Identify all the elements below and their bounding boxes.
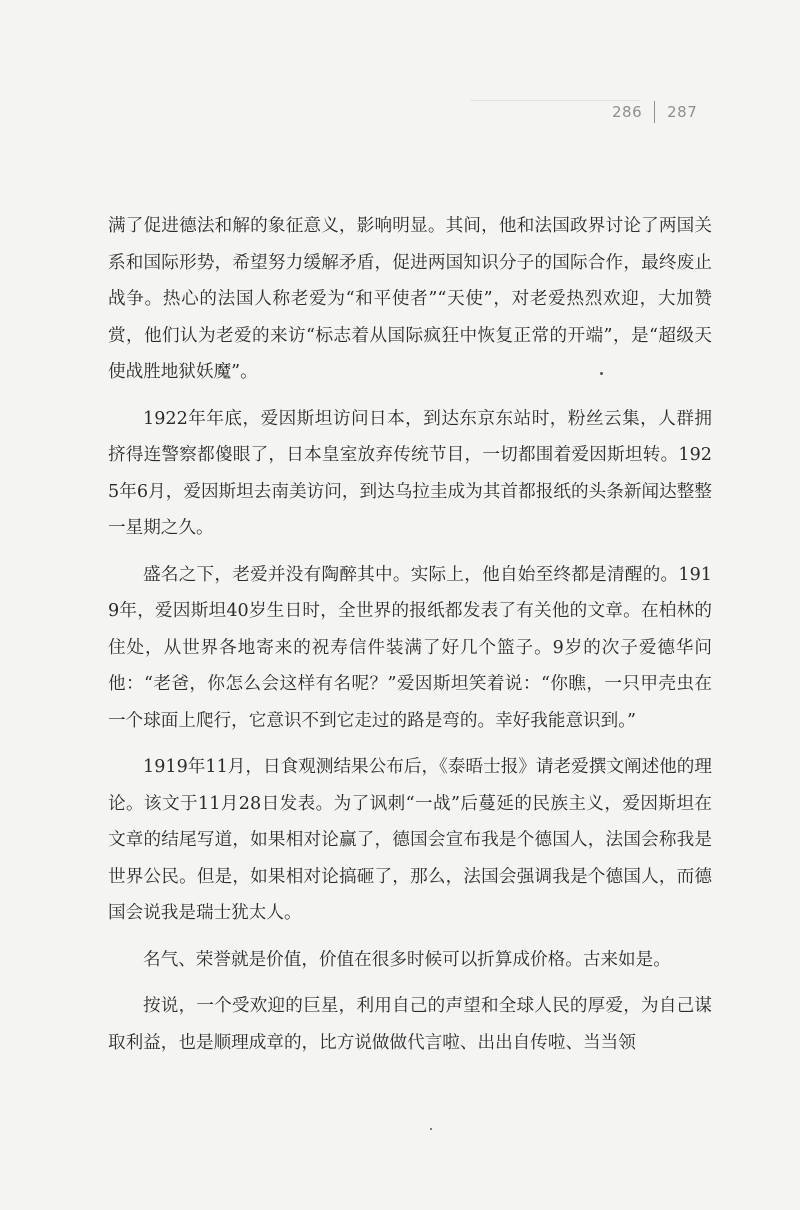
page-number-divider	[654, 101, 655, 123]
page-number-left: 286	[612, 103, 643, 121]
page-numbers	[612, 100, 697, 124]
scan-speck	[430, 1128, 432, 1130]
paragraph-continued: 满了促进德法和解的象征意义，影响明显。其间，他和法国政界讨论了两国关系和国际形势，希望努力缓解矛盾，促进两国知识分子的国际合作，最终废止战争。热心的法国人称老爱为“和平使者”“天使”，对老爱热烈欢迎，大加赞赏，他们认为老爱的来访“标志着从国际疯狂中恢复正常的开端”，是“超级天使战胜地狱妖魔”。	[108, 216, 712, 382]
page-number-right: 287	[667, 103, 698, 121]
paragraph-superstar: 按说，一个受欢迎的巨星，利用自己的声望和全球人民的厚爱，为自己谋取利益，也是顺理成章的，比方说做做代言啦、出出自传啦、当当领	[108, 996, 712, 1053]
paragraph-fame-value: 名气、荣誉就是价值，价值在很多时候可以折算成价格。古来如是。	[143, 949, 671, 970]
paragraph-japan-visit: 1922年年底，爱因斯坦访问日本，到达东京东站时，粉丝云集，人群拥挤得连警察都傻眼了，日本皇室放弃传统节目，一切都围着爱因斯坦转。1925年6月，爱因斯坦去南美访问，到达乌拉圭成为其首都报纸的头条新闻达整整一星期之久。	[108, 408, 712, 538]
paragraph-fame-clear-headed: 盛名之下，老爱并没有陶醉其中。实际上，他自始至终都是清醒的。1919年，爱因斯坦40岁生日时，全世界的报纸都发表了有关他的文章。在柏林的住处，从世界各地寄来的祝寿信件装满了好几个篮子。9岁的次子爱德华问他：“老爸，你怎么会这样有名呢？”爱因斯坦笑着说：“你瞧，一只甲壳虫在一个球面上爬行，它意识不到它走过的路是弯的。幸好我能意识到。”	[108, 564, 712, 731]
paragraph-times-article: 1919年11月，日食观测结果公布后，《泰晤士报》请老爱撰文阐述他的理论。该文于11月28日发表。为了讽刺“一战”后蔓延的民族主义，爱因斯坦在文章的结尾写道，如果相对论赢了，德国会宣布我是个德国人，法国会称我是世界公民。但是，如果相对论搞砸了，那么，法国会强调我是个德国人，而德国会说我是瑞士犹太人。	[108, 757, 712, 923]
scan-speck	[600, 372, 603, 375]
body-text	[108, 208, 712, 1071]
